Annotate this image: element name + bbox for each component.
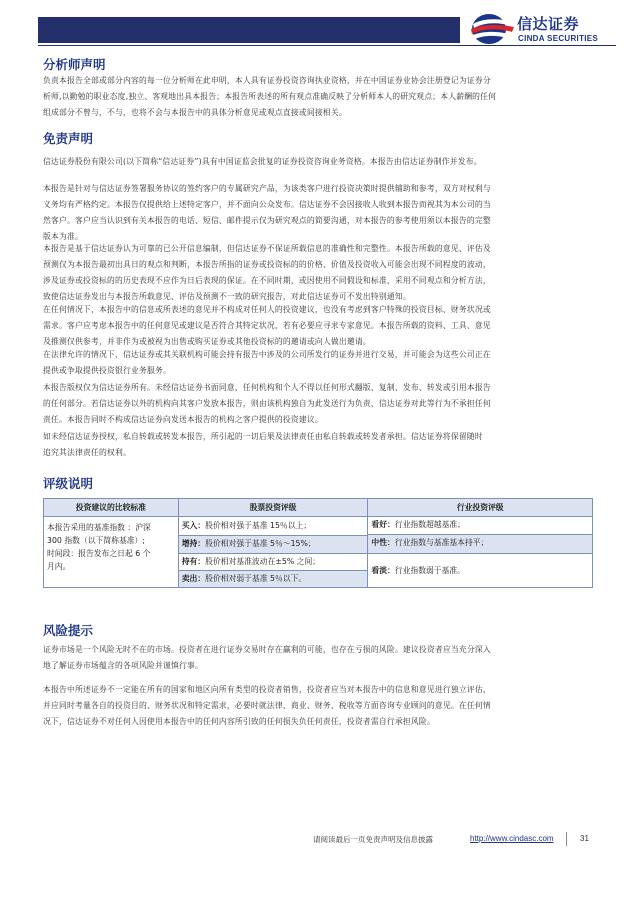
text-line: 本报告版权仅为信达证券所有。未经信达证券书面同意，任何机构和个人不得以任何形式翻版、复制、发布、转发或引用本报告 bbox=[43, 383, 491, 392]
text-line: 本报告中所述证券不一定能在所有的国家和地区向所有类型的投资者销售，投资者应当对本报告中的信息和意见进行独立评估， bbox=[43, 685, 491, 694]
stock-rating-sell bbox=[178, 571, 368, 588]
text-line: 版本为准。 bbox=[43, 232, 83, 241]
rating-name: 看好： bbox=[371, 520, 395, 529]
page-number: 31 bbox=[580, 834, 589, 843]
text-line: 义务均有严格约定。本报告仅提供给上述特定客户，并不面向公众发布。信达证券不会因接收人收到本报告而视其为本公司的当 bbox=[43, 200, 491, 209]
text-line: 月内。 bbox=[47, 562, 71, 571]
text-line: 信达证券股份有限公司(以下简称“信达证券”)具有中国证监会批复的证券投资咨询业务资格。本报告由信达证券制作并发布。 bbox=[43, 157, 482, 166]
stock-rating-hold bbox=[178, 554, 368, 571]
disclaimer-paragraph-4 bbox=[43, 302, 591, 350]
rating-title: 评级说明 bbox=[43, 476, 94, 491]
logo-chinese-name: 信达证券 bbox=[517, 15, 580, 33]
column-header: 行业投资评级 bbox=[368, 499, 593, 517]
text-line: 负责本报告全部或部分内容的每一位分析师在此申明，本人具有证券投资咨询执业资格，并在中国证券业协会注册登记为证券分 bbox=[43, 76, 491, 85]
text-line: 如未经信达证券授权，私自转载或转发本报告，所引起的一切后果及法律责任由私自转载或转发者承担。信达证券将保留随时 bbox=[43, 432, 483, 441]
text-line: 致使信达证券发出与本报告所载意见、评估及预测不一致的研究报告，对此信达证券可不发出特别通知。 bbox=[43, 292, 411, 301]
text-line: 责任。本报告同时不构成信达证券向发送本报告的机构之客户提供的投资建议。 bbox=[43, 415, 323, 424]
disclaimer-paragraph-7 bbox=[43, 429, 591, 461]
disclaimer-paragraph-1 bbox=[43, 154, 591, 170]
footer-website-link[interactable]: http://www.cindasc.com bbox=[470, 834, 554, 843]
industry-rating-negative bbox=[368, 554, 593, 588]
text-line: 况下，信达证券不对任何人因使用本报告中的任何内容所引致的任何损失负任何责任，投资者需自行承担风险。 bbox=[43, 717, 435, 726]
text-line: 涉及证券或投资标的的历史表现不应作为日后表现的保证。在不同时期，或因使用不同假设和标准，采用不同观点和分析方法， bbox=[43, 276, 491, 285]
footer-divider bbox=[566, 832, 567, 846]
stock-rating-overweight bbox=[178, 535, 368, 554]
logo-english-name: CINDA SECURITIES bbox=[518, 34, 599, 43]
rating-desc: 行业指数与基准基本持平； bbox=[394, 538, 489, 547]
text-line: 地了解证券市场蕴含的各项风险并谨慎行事。 bbox=[43, 661, 203, 670]
text-line: 本报告是基于信达证券认为可靠的已公开信息编制，但信达证券不保证所载信息的准确性和完整性。本报告所载的意见、评估及 bbox=[43, 244, 491, 253]
text-line: 析师,以勤勉的职业态度,独立、客观地出具本报告；本报告所表述的所有观点准确反映了分析师本人的研究观点；本人薪酬的任何 bbox=[43, 92, 497, 101]
text-line: 时间段：报告发布之日起 6 个 bbox=[47, 549, 151, 558]
text-line: 的任何部分。若信达证券以外的机构向其客户发放本报告，则由该机构独自为此发送行为负责，信达证券对此等行为不承担任何 bbox=[43, 399, 491, 408]
disclaimer-paragraph-6 bbox=[43, 380, 591, 428]
rating-desc: 股价相对强于基准 15％以上； bbox=[205, 520, 312, 530]
disclaimer-paragraph-5 bbox=[43, 347, 591, 379]
text-line: 并应同时考量各自的投资目的、财务状况和特定需求，必要时就法律、商业、财务、税收等方面咨询专业顾问的意见。在任何情 bbox=[43, 701, 491, 710]
header-bar bbox=[38, 17, 460, 43]
analyst-statement-text bbox=[43, 73, 591, 121]
text-line: 然客户。客户应当认识到有关本报告的电话、短信、邮件提示仅为研究观点的简要沟通，对本报告的参考使用须以本报告的完整 bbox=[43, 216, 491, 225]
disclaimer-paragraph-3 bbox=[43, 241, 591, 305]
industry-rating-group bbox=[368, 517, 593, 554]
rating-name: 看淡： bbox=[371, 565, 395, 575]
text-line: 在法律允许的情况下，信达证券或其关联机构可能会持有报告中涉及的公司所发行的证券并进行交易，并可能会为这些公司正在 bbox=[43, 350, 491, 359]
benchmark-basis-cell bbox=[44, 517, 179, 588]
text-line: 证券市场是一个风险无时不在的市场。投资者在进行证券交易时存在赢利的可能，也存在亏损的风险。建议投资者应当充分深入 bbox=[43, 645, 491, 654]
column-header: 股票投资评级 bbox=[178, 499, 368, 517]
rating-desc: 股价相对基准波动在±5% 之间； bbox=[205, 557, 321, 566]
text-line: 及推测仅供参考，并非作为或被视为出售或购买证券或其他投资标的的邀请或向人做出邀请。 bbox=[43, 337, 371, 346]
rating-desc: 行业指数超越基准； bbox=[394, 520, 465, 529]
text-line: 本报告采用的基准指数 ：沪深 bbox=[47, 523, 151, 532]
cinda-logo bbox=[467, 10, 617, 46]
text-line: 在任何情况下，本报告中的信息或所表述的意见并不构成对任何人的投资建议，也没有考虑到客户特殊的投资目标、财务状况或 bbox=[43, 305, 491, 314]
text-line: 300 指数（以下简称基准）; bbox=[47, 536, 145, 545]
disclaimer-paragraph-2 bbox=[43, 181, 591, 245]
rating-name: 持有： bbox=[181, 557, 206, 566]
text-line: 追究其法律责任的权利。 bbox=[43, 448, 131, 457]
text-line: 组成部分不曾与，不与，也将不会与本报告中的具体分析意见或观点直接或间接相关。 bbox=[43, 108, 347, 117]
text-line: 预测仅为本报告最初出具日的观点和判断，本报告所指的证券或投资标的的价格、价值及投资收入可能会出现不同程度的波动， bbox=[43, 260, 491, 269]
text-line: 本报告是针对与信达证券签署服务协议的签约客户的专属研究产品，为该类客户进行投资决策时提供辅助和参考，双方对权利与 bbox=[43, 184, 491, 193]
globe-logo-icon bbox=[467, 10, 515, 46]
text-line: 提供或争取提供投资银行业务服务。 bbox=[43, 366, 171, 375]
column-header: 投资建议的比较标准 bbox=[44, 499, 179, 517]
rating-name: 买入： bbox=[181, 520, 206, 530]
stock-rating-buy bbox=[178, 517, 368, 536]
text-line: 需求。客户应考虑本报告中的任何意见或建议是否符合其特定状况，若有必要应寻求专家意见。本报告所载的资料、工具、意见 bbox=[43, 321, 491, 330]
table-header-row bbox=[44, 499, 593, 517]
risk-paragraph-2 bbox=[43, 682, 591, 730]
risk-warning-title: 风险提示 bbox=[43, 623, 94, 638]
rating-name: 中性： bbox=[371, 538, 395, 547]
rating-desc: 股价相对强于基准 5％～15%； bbox=[205, 539, 316, 549]
table-row bbox=[44, 517, 593, 536]
rating-name: 增持： bbox=[181, 539, 206, 549]
rating-desc: 行业指数弱于基准。 bbox=[394, 565, 465, 575]
rating-name: 卖出： bbox=[181, 574, 206, 583]
analyst-statement-title: 分析师声明 bbox=[43, 57, 106, 72]
disclaimer-title: 免责声明 bbox=[43, 131, 94, 146]
risk-paragraph-1 bbox=[43, 642, 591, 674]
industry-rating-neutral bbox=[368, 535, 592, 553]
industry-rating-positive bbox=[368, 517, 592, 535]
footer-disclaimer-note: 请阅读最后一页免责声明及信息披露 bbox=[313, 835, 433, 844]
rating-desc: 股价相对弱于基准 5％以下。 bbox=[205, 574, 307, 583]
rating-table bbox=[43, 498, 593, 588]
